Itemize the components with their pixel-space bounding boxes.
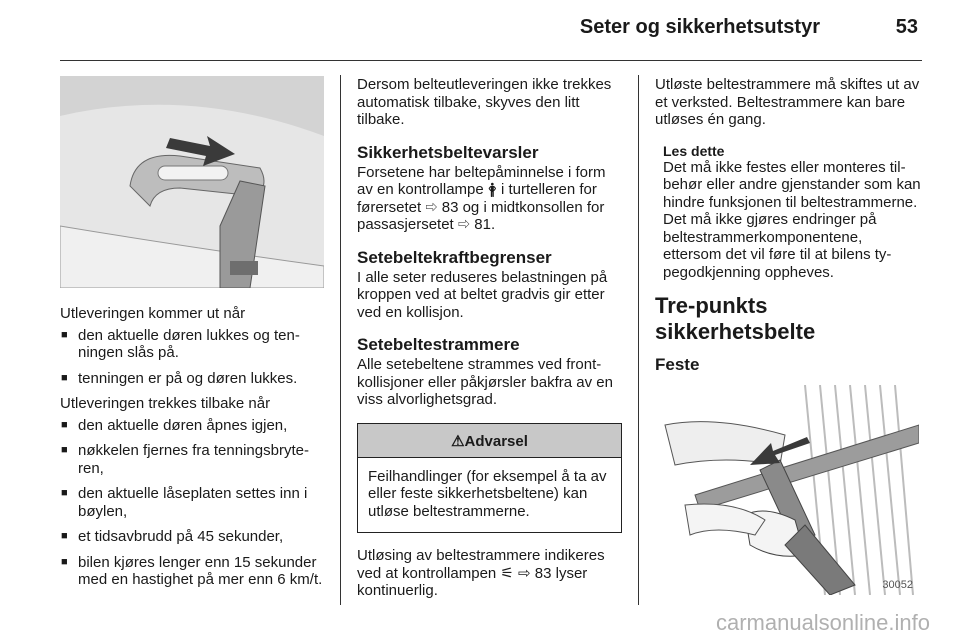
force-limiter-text: I alle seter reduseres belastningen på kroppen ved at beltet gradvis gir etter ved en kollisjon. (357, 268, 608, 321)
section-heading-force-limiter: Setebeltekraftbegrenser (357, 247, 552, 267)
header-rule (60, 60, 922, 61)
retract-list (60, 417, 326, 589)
watermark: carmanualsonline.info (715, 610, 930, 635)
section-heading-belt-reminder: Sikkerhetsbeltevarsler (357, 142, 539, 162)
column-left (60, 76, 326, 597)
note-text: Det må ikke festes eller monteres tilbehør eller andre gjenstander som kan hindre funksjonen til beltestrammerne. Det må ikke gjøres endringer på beltestrammerkomponentene, ettersom det vil føre til at bilens typegodkjenning oppheves. (663, 158, 921, 281)
belt-feeder-illustration (60, 76, 324, 288)
note-box (663, 143, 922, 282)
delivery-list (60, 327, 326, 388)
column-middle (357, 76, 622, 600)
three-point-belt-heading: Tre-punkts sikkerhetsbelte (655, 293, 816, 344)
list-item: ■ et tidsavbrudd på 45 sekunder, (60, 528, 326, 546)
list-item: ■ bilen kjøres lenger enn 15 sekunder med en hastighet på mer enn 6 km/t. (60, 554, 326, 589)
column-divider-2 (638, 75, 639, 605)
retract-note: Dersom belteutleveringen ikke trekkes automatisk tilbake, skyves den litt tilbake. (357, 76, 612, 128)
section-heading-pretensioners: Setebeltestrammere (357, 335, 520, 354)
list-item: ■ den aktuelle døren lukkes og tenningen slås på. (60, 327, 326, 362)
delivery-intro: Utleveringen kommer ut når (60, 305, 246, 322)
retract-intro: Utleveringen trekkes tilbake når (60, 395, 271, 412)
list-item: ■ nøkkelen fjernes fra tenningsbryteren, (60, 442, 326, 477)
pretensioner-indicator-text: Utløsing av beltestrammere indikeres ved at kontrollampen ⚟ ⇨ 83 lyser kontinuerlig. (357, 547, 605, 599)
page-number: 53 (895, 16, 918, 38)
warning-text: Feilhandlinger (for eksempel å ta av eller feste sikkerhetsbeltene) kan utløse beltestrammerne. (368, 467, 607, 520)
page-header-title: Seter og sikkerhetsutstyr (579, 16, 820, 38)
belt-feeder-drawing (60, 76, 324, 288)
column-divider-1 (340, 75, 341, 605)
list-item: ■ tenningen er på og døren lukkes. (60, 370, 326, 388)
warning-box (357, 423, 622, 534)
figure-code: 30052 (882, 579, 913, 591)
belt-reminder-text: Forsetene har beltepåminnelse i form av en kontrollampe 🛉 i turtelleren for førersetet ⇨ 83 og i midtkonsollen for passasjersetet ⇨ 81. (357, 163, 606, 233)
belt-fastening-drawing (655, 385, 919, 595)
pretensioners-text: Alle setebeltene strammes ved frontkollisjoner eller påkjørsler bakfra av en viss alvorlighetsgrad. (357, 356, 613, 408)
list-item: ■ den aktuelle døren åpnes igjen, (60, 417, 326, 435)
warning-title: ⚠Advarsel (358, 424, 621, 458)
fastening-subheading: Feste (655, 355, 700, 374)
note-label: Les dette (663, 142, 725, 159)
list-item: ■ den aktuelle låseplaten settes inn i bøylen, (60, 485, 326, 520)
column-right (655, 76, 922, 595)
replacement-text: Utløste beltestrammere må skiftes ut av et verksted. Beltestrammere kan bare utløses én gang. (655, 76, 920, 128)
belt-fastening-illustration (655, 385, 919, 595)
